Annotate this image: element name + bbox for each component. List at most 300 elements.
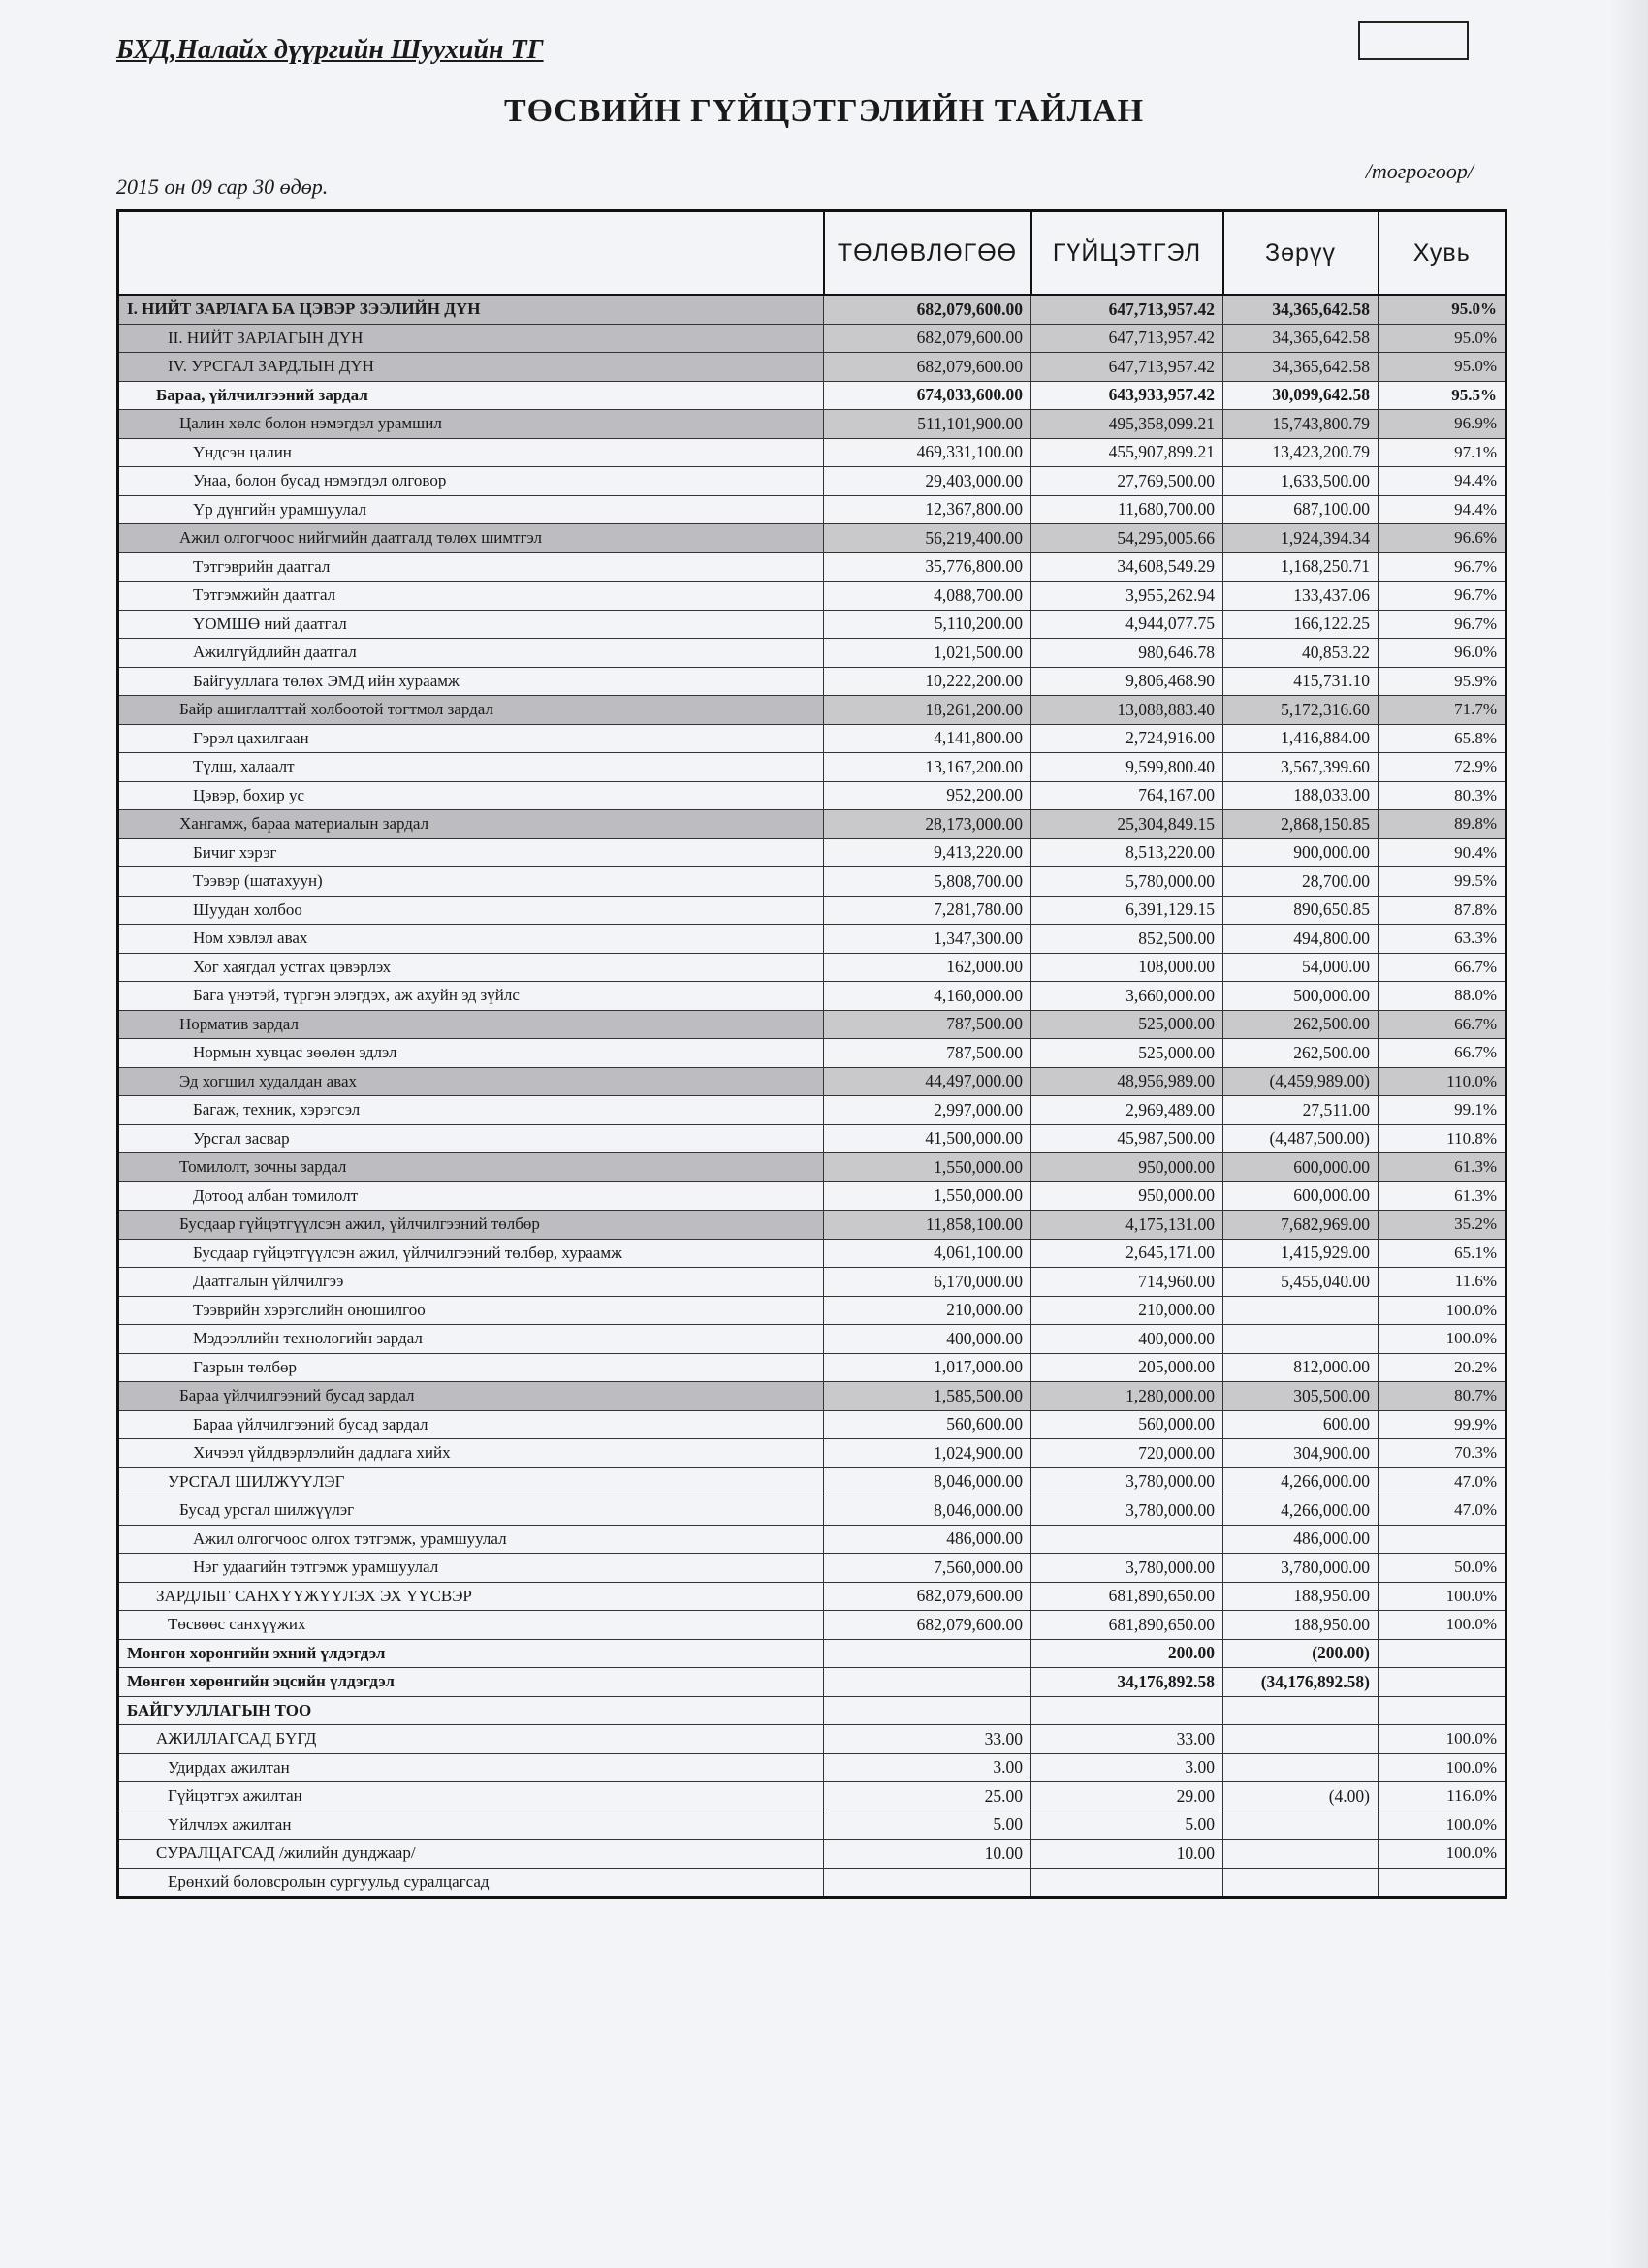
plan-value: 682,079,600.00 [824, 324, 1031, 353]
diff-value [1223, 1868, 1379, 1898]
plan-value: 6,170,000.00 [824, 1268, 1031, 1297]
diff-value: 3,567,399.60 [1223, 753, 1379, 782]
diff-value: 3,780,000.00 [1223, 1554, 1379, 1583]
diff-value: 500,000.00 [1223, 982, 1379, 1011]
row-label: Ажилгүйдлийн даатгал [118, 639, 824, 668]
budget-report-table [116, 209, 1507, 1899]
percent-value: 72.9% [1379, 753, 1506, 782]
diff-value [1223, 1296, 1379, 1325]
diff-value: 1,168,250.71 [1223, 552, 1379, 582]
percent-value: 100.0% [1379, 1725, 1506, 1754]
plan-value [824, 1868, 1031, 1898]
table-row [118, 1782, 1506, 1811]
diff-value: (4.00) [1223, 1782, 1379, 1811]
percent-value [1379, 1868, 1506, 1898]
diff-value: 1,633,500.00 [1223, 467, 1379, 496]
diff-value: 15,743,800.79 [1223, 410, 1379, 439]
percent-value: 100.0% [1379, 1753, 1506, 1782]
percent-value: 90.4% [1379, 838, 1506, 867]
actual-value: 4,944,077.75 [1031, 610, 1223, 639]
row-label: Цалин хөлс болон нэмэгдэл урамшил [118, 410, 824, 439]
percent-value: 100.0% [1379, 1840, 1506, 1869]
plan-value: 29,403,000.00 [824, 467, 1031, 496]
plan-value: 8,046,000.00 [824, 1496, 1031, 1526]
table-row [118, 1840, 1506, 1869]
diff-value: 600,000.00 [1223, 1181, 1379, 1211]
percent-value: 100.0% [1379, 1325, 1506, 1354]
diff-value: 166,122.25 [1223, 610, 1379, 639]
row-label: Хичээл үйлдвэрлэлийн дадлага хийх [118, 1439, 824, 1468]
table-row [118, 1554, 1506, 1583]
report-title: ТӨСВИЙН ГҮЙЦЭТГЭЛИЙН ТАЙЛАН [503, 93, 1145, 129]
percent-value [1379, 1525, 1506, 1554]
table-row [118, 1868, 1506, 1898]
table-row [118, 1753, 1506, 1782]
row-label: Бараа, үйлчилгээний зардал [118, 381, 824, 410]
actual-value: 10.00 [1031, 1840, 1223, 1869]
table-row [118, 1696, 1506, 1725]
diff-value: 188,033.00 [1223, 781, 1379, 810]
percent-value: 65.8% [1379, 724, 1506, 753]
plan-value: 560,600.00 [824, 1410, 1031, 1439]
row-label: Багаж, техник, хэрэгсэл [118, 1096, 824, 1125]
percent-value: 88.0% [1379, 982, 1506, 1011]
diff-value: 34,365,642.58 [1223, 324, 1379, 353]
actual-value: 48,956,989.00 [1031, 1067, 1223, 1096]
actual-value: 2,645,171.00 [1031, 1239, 1223, 1268]
diff-value: 133,437.06 [1223, 582, 1379, 611]
row-label: АЖИЛЛАГСАД БҮГД [118, 1725, 824, 1754]
percent-value: 96.7% [1379, 610, 1506, 639]
actual-value: 1,280,000.00 [1031, 1382, 1223, 1411]
plan-value: 1,021,500.00 [824, 639, 1031, 668]
row-label: Унаа, болон бусад нэмэгдэл олговор [118, 467, 824, 496]
plan-value: 1,585,500.00 [824, 1382, 1031, 1411]
percent-value: 95.5% [1379, 381, 1506, 410]
percent-value: 110.0% [1379, 1067, 1506, 1096]
percent-value: 100.0% [1379, 1296, 1506, 1325]
plan-value: 682,079,600.00 [824, 1611, 1031, 1640]
table-row [118, 1353, 1506, 1382]
table-row [118, 1239, 1506, 1268]
row-label: Даатгалын үйлчилгээ [118, 1268, 824, 1297]
table-row [118, 1525, 1506, 1554]
percent-value: 116.0% [1379, 1782, 1506, 1811]
table-row [118, 753, 1506, 782]
percent-value: 94.4% [1379, 495, 1506, 524]
row-label: Гэрэл цахилгаан [118, 724, 824, 753]
table-row [118, 896, 1506, 925]
row-label: Үр дүнгийн урамшуулал [118, 495, 824, 524]
row-label: Үйлчлэх ажилтан [118, 1811, 824, 1840]
row-label: Хангамж, бараа материалын зардал [118, 810, 824, 839]
diff-value: 1,924,394.34 [1223, 524, 1379, 553]
row-label: Мэдээллийн технологийн зардал [118, 1325, 824, 1354]
plan-value: 1,347,300.00 [824, 925, 1031, 954]
plan-value: 28,173,000.00 [824, 810, 1031, 839]
actual-value: 6,391,129.15 [1031, 896, 1223, 925]
percent-value: 89.8% [1379, 810, 1506, 839]
actual-value: 3.00 [1031, 1753, 1223, 1782]
diff-value: 7,682,969.00 [1223, 1211, 1379, 1240]
row-label: Бараа үйлчилгээний бусад зардал [118, 1410, 824, 1439]
table-row [118, 982, 1506, 1011]
percent-value: 97.1% [1379, 438, 1506, 467]
table-row [118, 867, 1506, 897]
actual-value: 560,000.00 [1031, 1410, 1223, 1439]
table-row [118, 1181, 1506, 1211]
actual-value: 205,000.00 [1031, 1353, 1223, 1382]
diff-value: 27,511.00 [1223, 1096, 1379, 1125]
plan-value: 3.00 [824, 1753, 1031, 1782]
row-label: IV. УРСГАЛ ЗАРДЛЫН ДҮН [118, 353, 824, 382]
actual-value: 3,780,000.00 [1031, 1496, 1223, 1526]
plan-value: 682,079,600.00 [824, 353, 1031, 382]
actual-value: 681,890,650.00 [1031, 1582, 1223, 1611]
diff-value: 1,416,884.00 [1223, 724, 1379, 753]
actual-value [1031, 1525, 1223, 1554]
actual-value: 34,176,892.58 [1031, 1668, 1223, 1697]
table-row [118, 953, 1506, 982]
row-label: Хог хаягдал устгах цэвэрлэх [118, 953, 824, 982]
actual-value: 525,000.00 [1031, 1039, 1223, 1068]
plan-value: 7,560,000.00 [824, 1554, 1031, 1583]
percent-value: 61.3% [1379, 1181, 1506, 1211]
actual-value: 9,599,800.40 [1031, 753, 1223, 782]
diff-value: 687,100.00 [1223, 495, 1379, 524]
table-header-row [118, 211, 1506, 296]
currency-unit: /төгрөгөөр/ [1365, 159, 1474, 183]
row-label: Дотоод албан томилолт [118, 1181, 824, 1211]
actual-value: 11,680,700.00 [1031, 495, 1223, 524]
diff-value: 30,099,642.58 [1223, 381, 1379, 410]
plan-value: 4,160,000.00 [824, 982, 1031, 1011]
diff-value: 4,266,000.00 [1223, 1467, 1379, 1496]
diff-value [1223, 1840, 1379, 1869]
row-label: Томилолт, зочны зардал [118, 1153, 824, 1182]
header-plan-col: ТӨЛӨВЛӨГӨӨ [824, 211, 1031, 296]
percent-value: 96.0% [1379, 639, 1506, 668]
percent-value: 96.9% [1379, 410, 1506, 439]
percent-value: 47.0% [1379, 1467, 1506, 1496]
actual-value: 27,769,500.00 [1031, 467, 1223, 496]
actual-value: 5.00 [1031, 1811, 1223, 1840]
percent-value: 80.7% [1379, 1382, 1506, 1411]
plan-value: 25.00 [824, 1782, 1031, 1811]
diff-value [1223, 1325, 1379, 1354]
table-row [118, 552, 1506, 582]
table-row [118, 1467, 1506, 1496]
percent-value: 35.2% [1379, 1211, 1506, 1240]
percent-value [1379, 1668, 1506, 1697]
actual-value: 25,304,849.15 [1031, 810, 1223, 839]
percent-value: 96.6% [1379, 524, 1506, 553]
actual-value: 764,167.00 [1031, 781, 1223, 810]
header-pct-col: Хувь [1379, 211, 1506, 296]
plan-value: 682,079,600.00 [824, 1582, 1031, 1611]
diff-value: 28,700.00 [1223, 867, 1379, 897]
row-label: СУРАЛЦАГСАД /жилийн дунджаар/ [118, 1840, 824, 1869]
percent-value: 100.0% [1379, 1611, 1506, 1640]
percent-value: 95.9% [1379, 667, 1506, 696]
row-label: Түлш, халаалт [118, 753, 824, 782]
header-diff-col: Зөрүү [1223, 211, 1379, 296]
row-label: ЗАРДЛЫГ САНХҮҮЖҮҮЛЭХ ЭХ ҮҮСВЭР [118, 1582, 824, 1611]
diff-value: 600,000.00 [1223, 1153, 1379, 1182]
table-row [118, 1124, 1506, 1153]
row-label: Бага үнэтэй, түргэн элэгдэх, аж ахуйн эд зүйлс [118, 982, 824, 1011]
table-row [118, 1382, 1506, 1411]
actual-value: 200.00 [1031, 1639, 1223, 1668]
actual-value: 525,000.00 [1031, 1010, 1223, 1039]
table-row [118, 467, 1506, 496]
actual-value [1031, 1868, 1223, 1898]
plan-value: 18,261,200.00 [824, 696, 1031, 725]
plan-value: 35,776,800.00 [824, 552, 1031, 582]
plan-value: 952,200.00 [824, 781, 1031, 810]
table-row [118, 1811, 1506, 1840]
actual-value: 720,000.00 [1031, 1439, 1223, 1468]
row-label: II. НИЙТ ЗАРЛАГЫН ДҮН [118, 324, 824, 353]
table-row [118, 1067, 1506, 1096]
plan-value: 4,061,100.00 [824, 1239, 1031, 1268]
table-row [118, 838, 1506, 867]
table-row [118, 639, 1506, 668]
row-label: Ном хэвлэл авах [118, 925, 824, 954]
diff-value: 188,950.00 [1223, 1611, 1379, 1640]
actual-value: 210,000.00 [1031, 1296, 1223, 1325]
actual-value: 33.00 [1031, 1725, 1223, 1754]
percent-value: 100.0% [1379, 1811, 1506, 1840]
table-row [118, 582, 1506, 611]
diff-value [1223, 1753, 1379, 1782]
actual-value: 13,088,883.40 [1031, 696, 1223, 725]
row-label: Бусад урсгал шилжүүлэг [118, 1496, 824, 1526]
diff-value: 4,266,000.00 [1223, 1496, 1379, 1526]
plan-value: 787,500.00 [824, 1010, 1031, 1039]
row-label: Ажил олгогчоос олгох тэтгэмж, урамшуулал [118, 1525, 824, 1554]
percent-value: 99.5% [1379, 867, 1506, 897]
plan-value: 44,497,000.00 [824, 1067, 1031, 1096]
diff-value: 54,000.00 [1223, 953, 1379, 982]
percent-value: 94.4% [1379, 467, 1506, 496]
diff-value: (4,459,989.00) [1223, 1067, 1379, 1096]
plan-value: 400,000.00 [824, 1325, 1031, 1354]
diff-value: 5,172,316.60 [1223, 696, 1379, 725]
actual-value: 54,295,005.66 [1031, 524, 1223, 553]
row-label: БАЙГУУЛЛАГЫН ТОО [118, 1696, 824, 1725]
actual-value: 3,660,000.00 [1031, 982, 1223, 1011]
plan-value: 7,281,780.00 [824, 896, 1031, 925]
table-row [118, 495, 1506, 524]
percent-value: 87.8% [1379, 896, 1506, 925]
row-label: УРСГАЛ ШИЛЖҮҮЛЭГ [118, 1467, 824, 1496]
actual-value: 400,000.00 [1031, 1325, 1223, 1354]
table-row [118, 1268, 1506, 1297]
percent-value: 11.6% [1379, 1268, 1506, 1297]
table-row [118, 1010, 1506, 1039]
actual-value: 852,500.00 [1031, 925, 1223, 954]
percent-value: 95.0% [1379, 295, 1506, 324]
percent-value: 99.9% [1379, 1410, 1506, 1439]
row-label: Үндсэн цалин [118, 438, 824, 467]
row-label: Ажил олгогчоос нийгмийн даатгалд төлөх шимтгэл [118, 524, 824, 553]
actual-value: 681,890,650.00 [1031, 1611, 1223, 1640]
plan-value: 1,017,000.00 [824, 1353, 1031, 1382]
row-label: Удирдах ажилтан [118, 1753, 824, 1782]
percent-value: 95.0% [1379, 353, 1506, 382]
row-label: Шуудан холбоо [118, 896, 824, 925]
plan-value [824, 1639, 1031, 1668]
percent-value: 96.7% [1379, 582, 1506, 611]
diff-value [1223, 1811, 1379, 1840]
diff-value: 890,650.85 [1223, 896, 1379, 925]
plan-value: 11,858,100.00 [824, 1211, 1031, 1240]
table-row [118, 667, 1506, 696]
percent-value: 61.3% [1379, 1153, 1506, 1182]
table-row [118, 1439, 1506, 1468]
diff-value: 600.00 [1223, 1410, 1379, 1439]
table-row [118, 1153, 1506, 1182]
diff-value: (4,487,500.00) [1223, 1124, 1379, 1153]
row-label: Газрын төлбөр [118, 1353, 824, 1382]
row-label: Норматив зардал [118, 1010, 824, 1039]
table-row [118, 353, 1506, 382]
header-label-col [118, 211, 824, 296]
diff-value: 486,000.00 [1223, 1525, 1379, 1554]
percent-value: 66.7% [1379, 1010, 1506, 1039]
table-row [118, 1639, 1506, 1668]
plan-value: 787,500.00 [824, 1039, 1031, 1068]
plan-value: 682,079,600.00 [824, 295, 1031, 324]
actual-value: 5,780,000.00 [1031, 867, 1223, 897]
row-label: Тээвэр (шатахуун) [118, 867, 824, 897]
diff-value: 304,900.00 [1223, 1439, 1379, 1468]
row-label: Бараа үйлчилгээний бусад зардал [118, 1382, 824, 1411]
plan-value: 1,550,000.00 [824, 1153, 1031, 1182]
header-actual-col: ГҮЙЦЭТГЭЛ [1031, 211, 1223, 296]
diff-value: 2,868,150.85 [1223, 810, 1379, 839]
table-row [118, 1039, 1506, 1068]
table-row [118, 696, 1506, 725]
table-row [118, 925, 1506, 954]
percent-value: 63.3% [1379, 925, 1506, 954]
plan-value: 1,024,900.00 [824, 1439, 1031, 1468]
actual-value: 4,175,131.00 [1031, 1211, 1223, 1240]
diff-value: 262,500.00 [1223, 1010, 1379, 1039]
plan-value: 469,331,100.00 [824, 438, 1031, 467]
row-label: Байгууллага төлөх ЭМД ийн хураамж [118, 667, 824, 696]
organization-name: БХД,Налайх дүүргийн Шуухийн ТГ [116, 35, 544, 65]
diff-value [1223, 1696, 1379, 1725]
plan-value: 4,141,800.00 [824, 724, 1031, 753]
actual-value: 647,713,957.42 [1031, 353, 1223, 382]
diff-value: (34,176,892.58) [1223, 1668, 1379, 1697]
table-row [118, 438, 1506, 467]
percent-value: 66.7% [1379, 953, 1506, 982]
plan-value: 4,088,700.00 [824, 582, 1031, 611]
diff-value: 5,455,040.00 [1223, 1268, 1379, 1297]
stamp-box [1358, 21, 1469, 60]
actual-value: 980,646.78 [1031, 639, 1223, 668]
plan-value: 5,110,200.00 [824, 610, 1031, 639]
row-label: Тэтгэмжийн даатгал [118, 582, 824, 611]
row-label: Нормын хувцас зөөлөн эдлэл [118, 1039, 824, 1068]
actual-value: 714,960.00 [1031, 1268, 1223, 1297]
plan-value: 13,167,200.00 [824, 753, 1031, 782]
table-row [118, 1725, 1506, 1754]
actual-value: 3,780,000.00 [1031, 1554, 1223, 1583]
actual-value: 34,608,549.29 [1031, 552, 1223, 582]
table-row [118, 524, 1506, 553]
table-row [118, 781, 1506, 810]
percent-value [1379, 1639, 1506, 1668]
percent-value: 80.3% [1379, 781, 1506, 810]
report-date: 2015 он 09 сар 30 өдөр. [116, 174, 329, 199]
plan-value: 162,000.00 [824, 953, 1031, 982]
plan-value: 33.00 [824, 1725, 1031, 1754]
plan-value [824, 1668, 1031, 1697]
plan-value: 1,550,000.00 [824, 1181, 1031, 1211]
diff-value: 415,731.10 [1223, 667, 1379, 696]
row-label: Гүйцэтгэх ажилтан [118, 1782, 824, 1811]
plan-value: 12,367,800.00 [824, 495, 1031, 524]
table-row [118, 410, 1506, 439]
table-row [118, 381, 1506, 410]
actual-value: 643,933,957.42 [1031, 381, 1223, 410]
diff-value [1223, 1725, 1379, 1754]
row-label: Тэтгэврийн даатгал [118, 552, 824, 582]
percent-value: 50.0% [1379, 1554, 1506, 1583]
plan-value [824, 1696, 1031, 1725]
row-label: Эд хогшил худалдан авах [118, 1067, 824, 1096]
diff-value: 305,500.00 [1223, 1382, 1379, 1411]
table-row [118, 1211, 1506, 1240]
row-label: Бусдаар гүйцэтгүүлсэн ажил, үйлчилгээний төлбөр [118, 1211, 824, 1240]
row-label: Байр ашиглалттай холбоотой тогтмол зардал [118, 696, 824, 725]
actual-value: 455,907,899.21 [1031, 438, 1223, 467]
plan-value: 41,500,000.00 [824, 1124, 1031, 1153]
actual-value: 2,724,916.00 [1031, 724, 1223, 753]
table-row [118, 1410, 1506, 1439]
diff-value: 262,500.00 [1223, 1039, 1379, 1068]
plan-value: 9,413,220.00 [824, 838, 1031, 867]
percent-value: 100.0% [1379, 1582, 1506, 1611]
actual-value: 45,987,500.00 [1031, 1124, 1223, 1153]
diff-value: 13,423,200.79 [1223, 438, 1379, 467]
actual-value: 647,713,957.42 [1031, 295, 1223, 324]
plan-value: 56,219,400.00 [824, 524, 1031, 553]
plan-value: 5.00 [824, 1811, 1031, 1840]
percent-value: 70.3% [1379, 1439, 1506, 1468]
row-label: Ерөнхий боловсролын сургуульд суралцагсад [118, 1868, 824, 1898]
table-row [118, 724, 1506, 753]
actual-value: 2,969,489.00 [1031, 1096, 1223, 1125]
row-label: Урсгал засвар [118, 1124, 824, 1153]
diff-value: 812,000.00 [1223, 1353, 1379, 1382]
diff-value: 188,950.00 [1223, 1582, 1379, 1611]
percent-value: 99.1% [1379, 1096, 1506, 1125]
table-row [118, 1496, 1506, 1526]
diff-value: 900,000.00 [1223, 838, 1379, 867]
table-row [118, 324, 1506, 353]
percent-value: 95.0% [1379, 324, 1506, 353]
plan-value: 5,808,700.00 [824, 867, 1031, 897]
scan-edge-shade [1609, 0, 1648, 2268]
percent-value: 66.7% [1379, 1039, 1506, 1068]
plan-value: 210,000.00 [824, 1296, 1031, 1325]
diff-value: 34,365,642.58 [1223, 295, 1379, 324]
